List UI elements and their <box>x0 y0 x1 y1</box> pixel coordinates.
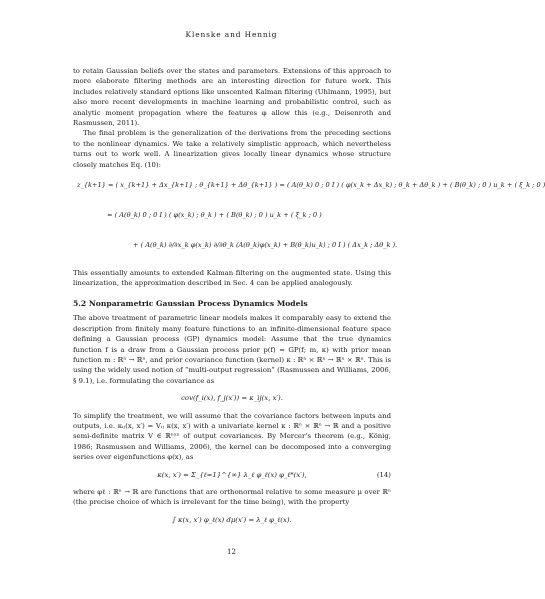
section-heading: 5.2 Nonparametric Gaussian Process Dynamics Models <box>73 298 308 308</box>
paragraph: The above treatment of parametric linear models makes it comparably easy to extend the description from finitely many feature functions to an infinite-dimensional feature space defining a Gaussian process (GP) dynamics model: Assume that the true dynamics function f is a draw from a Gaussian process prior p(f) = GP(f; m, κ) with prior mean function m : ℝⁿ → ℝⁿ, and prior covariance function (kernel) κ : ℝⁿ × ℝⁿ → ℝⁿ × ℝⁿ. This is using the widely used notion of “multi-output regression” (Rasmussen and Williams, 2006, § 9.1), i.e. formulating the covariance as <box>73 314 391 385</box>
eigenfunction-equation: ∫ κ(x, x′) φ_ℓ(x) dμ(x′) = λ_ℓ φ_ℓ(x). <box>172 515 292 524</box>
paragraph: This essentially amounts to extended Kalman filtering on the augmented state. Using this linearization, the approximation described in Sec. 4 can be applied analogously. <box>73 269 391 288</box>
equation-number: (14) <box>376 470 391 479</box>
mercer-expression: κ(x, x′) = Σ_{ℓ=1}^{∞} λ_ℓ φ_ℓ(x) φ_ℓ*(x′), <box>157 470 307 479</box>
page-number: 12 <box>227 548 236 556</box>
equation-row-1: z_{k+1} = ( x_{k+1} + Δx_{k+1} ; θ_{k+1} + Δθ_{k+1} ) = ( A(θ_k) 0 ; 0 I ) ( φ(x_k + Δx_k) ; θ_k + Δθ_k ) + ( B(θ_k) ; 0 ) u_k + ( ξ_k ; 0 ) <box>77 181 545 190</box>
paragraph: The final problem is the generalization of the derivations from the preceding sections to the nonlinear dynamics. We take a relatively simplistic approach, which nevertheless turns out to work well. A linearization gives locally linear dynamics whose structure closely matches Eq. (10): <box>73 129 391 169</box>
running-header: Klenske and Hennig <box>185 30 278 39</box>
equation-row-3: + ( A(θ_k) ∂/∂x_k φ(x_k) ∂/∂θ_k (A(θ_k)φ(x_k) + B(θ_k)u_k) ; 0 I ) ( Δx_k ; Δθ_k ). <box>133 241 398 250</box>
equation-row-2: ≈ ( A(θ_k) 0 ; 0 I ) ( φ(x_k) ; θ_k ) + ( B(θ_k) ; 0 ) u_k + ( ξ_k ; 0 ) <box>107 211 322 220</box>
mercer-equation <box>73 470 391 480</box>
paragraph: where φℓ : ℝⁿ → ℝ are functions that are orthonormal relative to some measure μ over ℝⁿ (the precise choice of which is irrelevant for the time being), with the property <box>73 487 391 507</box>
page-body <box>73 66 545 532</box>
linearization-equation <box>73 176 545 262</box>
paragraph: To simplify the treatment, we will assume that the covariance factors between inputs and outputs, i.e. κᵢⱼ(x, x′) = Vᵢⱼ κ(x, x′) with a univariate kernel κ : ℝⁿ × ℝⁿ → ℝ and a positive semi-definite matrix V ∈ ℝⁿˣⁿ of output covariances. By Mercer’s theorem (e.g., König, 1986; Rasmussen and Williams, 2006), the kernel can be decomposed into a converging series over eigenfunctions φ(x), as <box>73 411 391 462</box>
paragraph: to retain Gaussian beliefs over the states and parameters. Extensions of this approach to more elaborate filtering methods are an interesting direction for future work. This includes relatively standard options like unscented Kalman filtering (Uhlmann, 1995), but also more recent developments in machine learning and probabilistic control, such as analytic moment propagation where the features φ allow this (e.g., Deisenroth and Rasmussen, 2011). <box>73 67 391 128</box>
covariance-equation: cov(f_i(x), f_j(x′)) = κ_ij(x, x′). <box>181 394 283 403</box>
